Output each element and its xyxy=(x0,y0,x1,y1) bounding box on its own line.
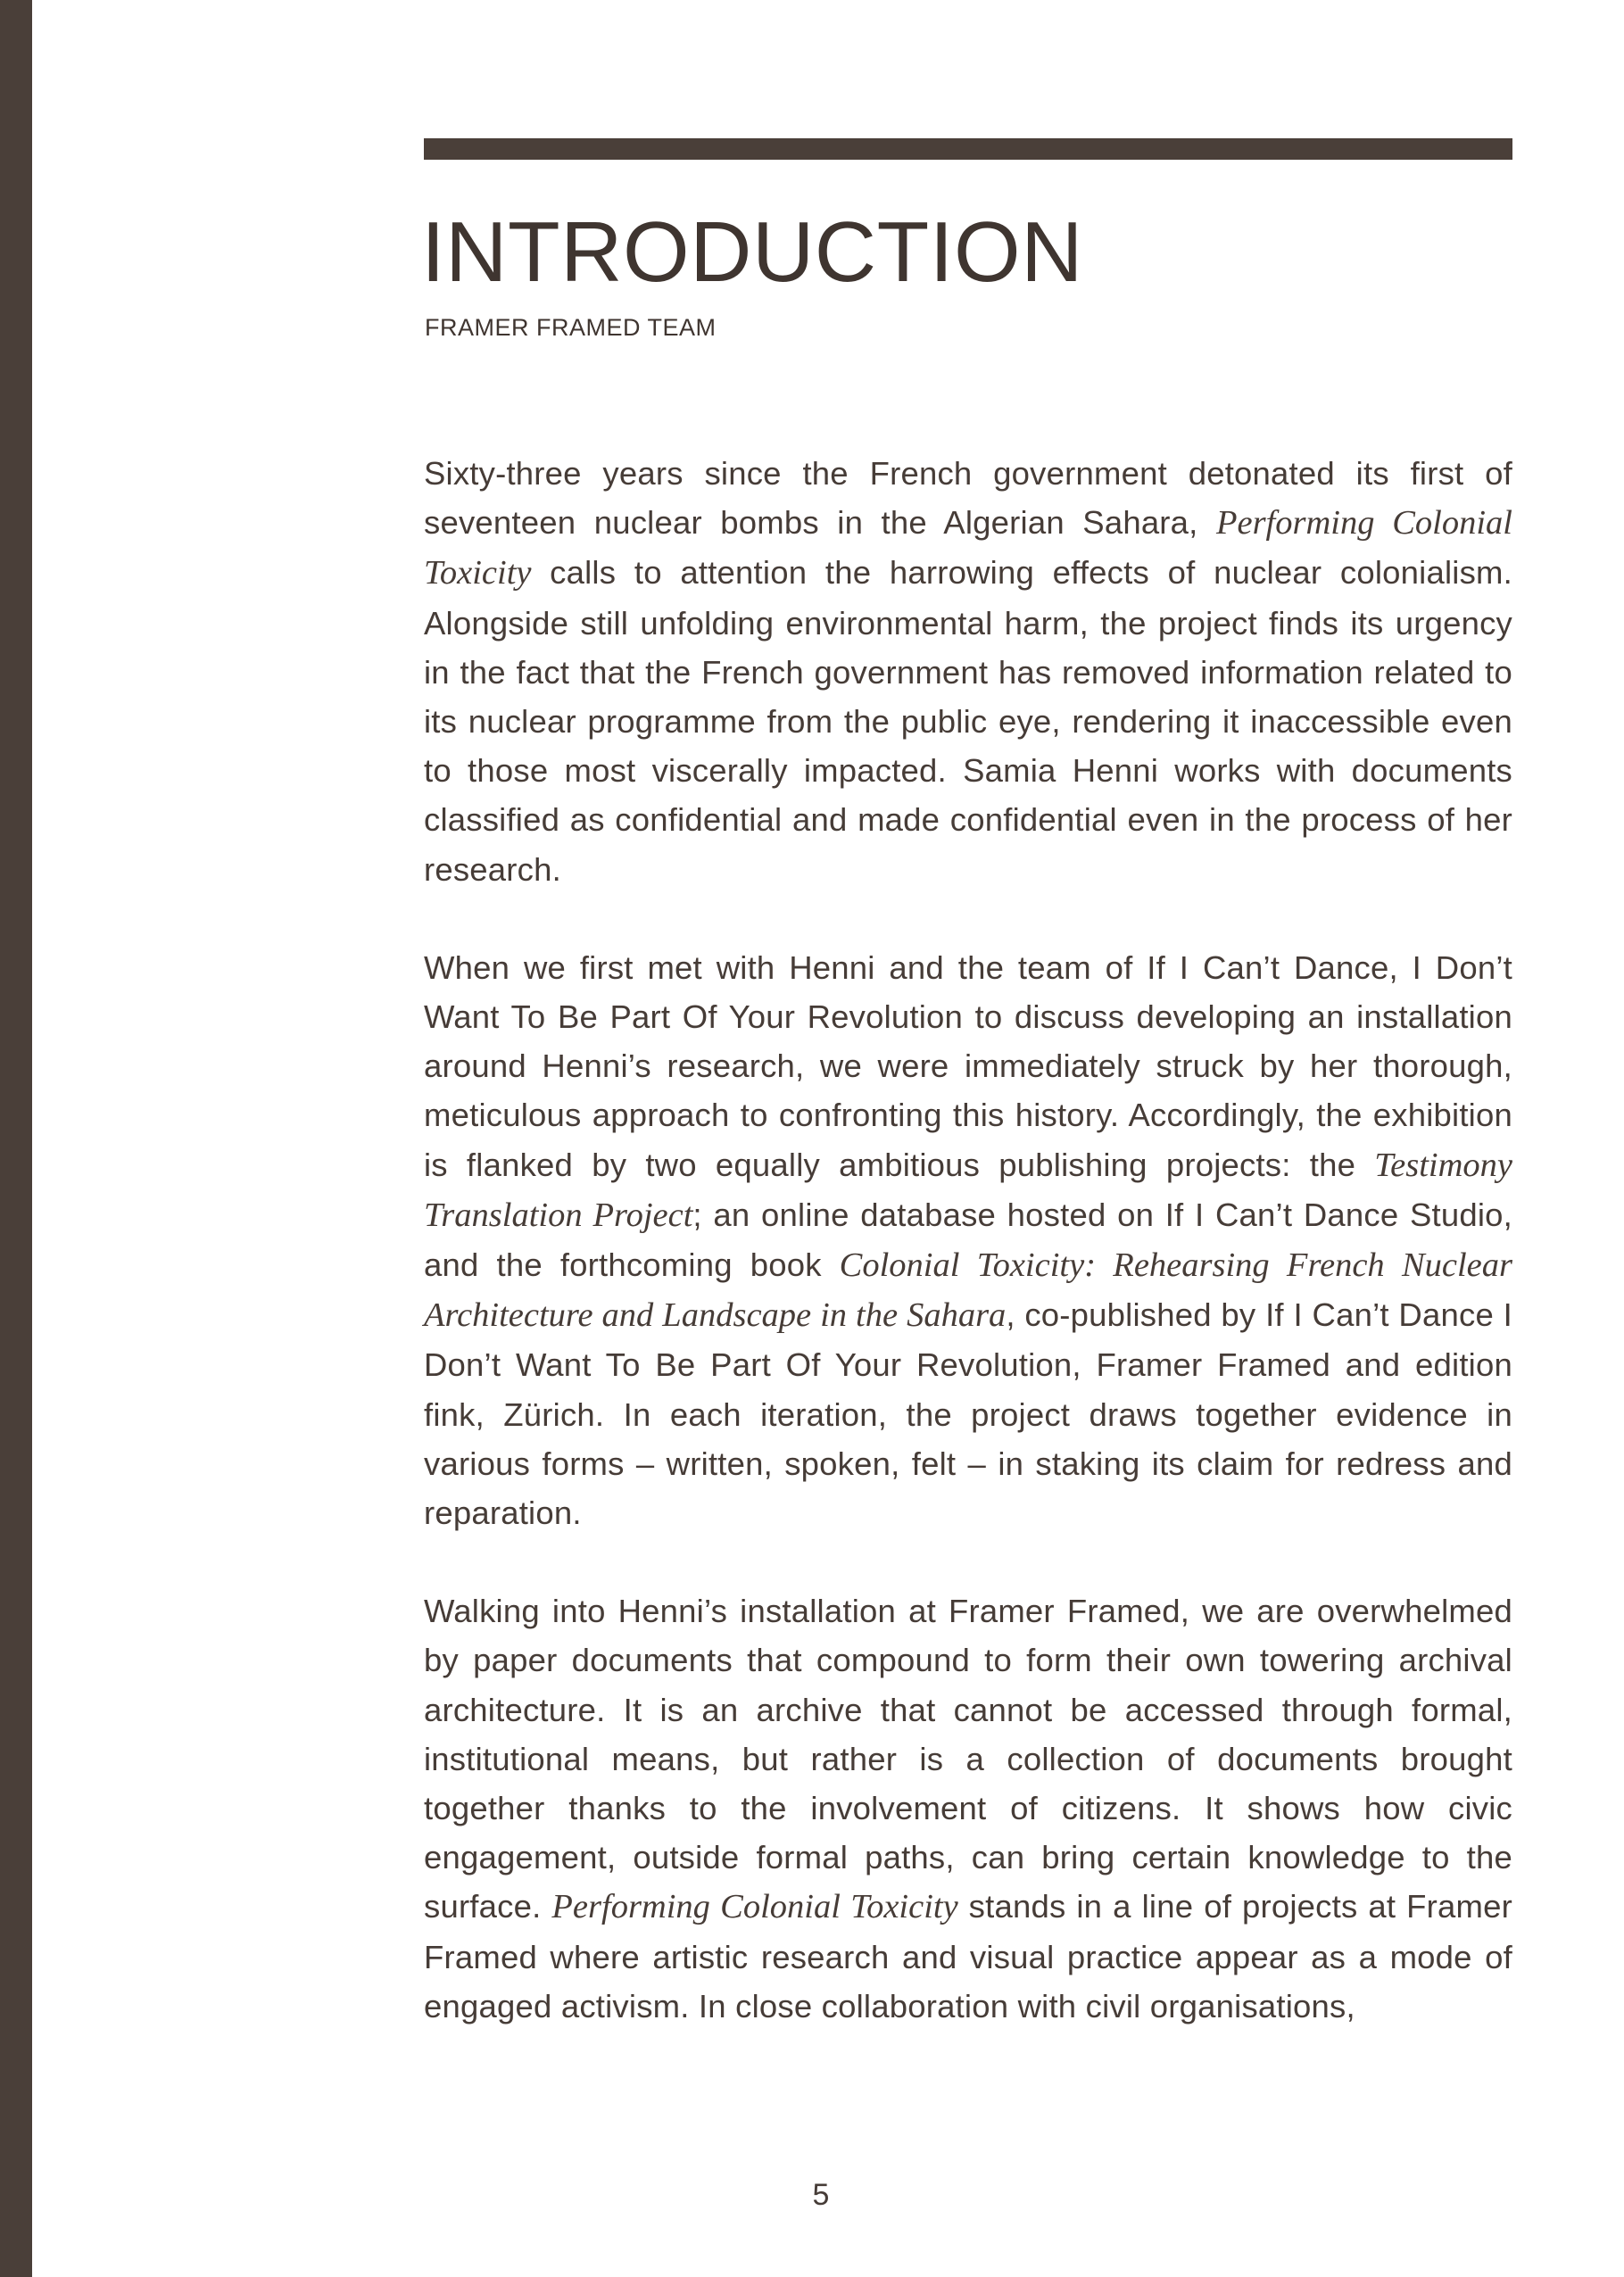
italic-title: Testimony Translation Project xyxy=(424,1146,1512,1234)
body-text xyxy=(424,449,1512,2080)
paragraph xyxy=(424,449,1512,894)
page-title: INTRODUCTION xyxy=(421,204,1083,300)
title-rule xyxy=(424,138,1512,160)
text-run: Walking into Henni’s installation at Framer Framed, we are overwhelmed by paper documents that compound to form their own towering archival architecture. It is an archive that cannot be accessed through formal, institutional means, but rather is a collection of documents brought together thanks to the involvement of citizens. It shows how civic engagement, outside formal paths, can bring certain knowledge to the surface. xyxy=(424,1593,1512,1925)
italic-title: Performing Colonial Toxicity xyxy=(424,504,1512,592)
text-run: Sixty-three years since the French government detonated its first of seventeen nuclear bombs in the Algerian Sahara, xyxy=(424,455,1512,542)
paragraph xyxy=(424,1586,1512,2031)
author-byline: FRAMER FRAMED TEAM xyxy=(425,314,717,341)
text-run: stands in a line of projects at Framer Framed where artistic research and visual practice appear as a mode of engaged activism. In close collaboration with civil organisations, xyxy=(424,1888,1512,2024)
text-run: , co-published by If I Can’t Dance I Don’t Want To Be Part Of Your Revolution, Framer Framed and edition fink, Zürich. In each iteration, the project draws together evidence in various forms – written, spoken, felt – in staking its claim for redress and reparation. xyxy=(424,1296,1512,1532)
italic-title: Colonial Toxicity: Rehearsing French Nuclear Architecture and Landscape in the Sahara xyxy=(424,1246,1512,1335)
italic-title: Performing Colonial Toxicity xyxy=(551,1888,958,1926)
text-run: calls to attention the harrowing effects of nuclear colonialism. Alongside still unfolding environmental harm, the project finds its urgency in the fact that the French government has removed information related to its nuclear programme from the public eye, rendering it inaccessible even to those most viscerally impacted. Samia Henni works with documents classified as confidential and made confidential even in the process of her research. xyxy=(424,554,1512,888)
paragraph xyxy=(424,943,1512,1537)
page-side-bar xyxy=(0,0,32,2277)
text-run: ; an online database hosted on If I Can’t Dance Studio, and the forthcoming book xyxy=(424,1196,1513,1284)
page-number: 5 xyxy=(812,2178,830,2212)
text-run: When we first met with Henni and the team of If I Can’t Dance, I Don’t Want To Be Part Of Your Revolution to discuss developing an installation around Henni’s research, we were immediately struck by her thorough, meticulous approach to confronting this history. Accordingly, the exhibition is flanked by two equally ambitious publishing projects: the xyxy=(424,948,1512,1183)
